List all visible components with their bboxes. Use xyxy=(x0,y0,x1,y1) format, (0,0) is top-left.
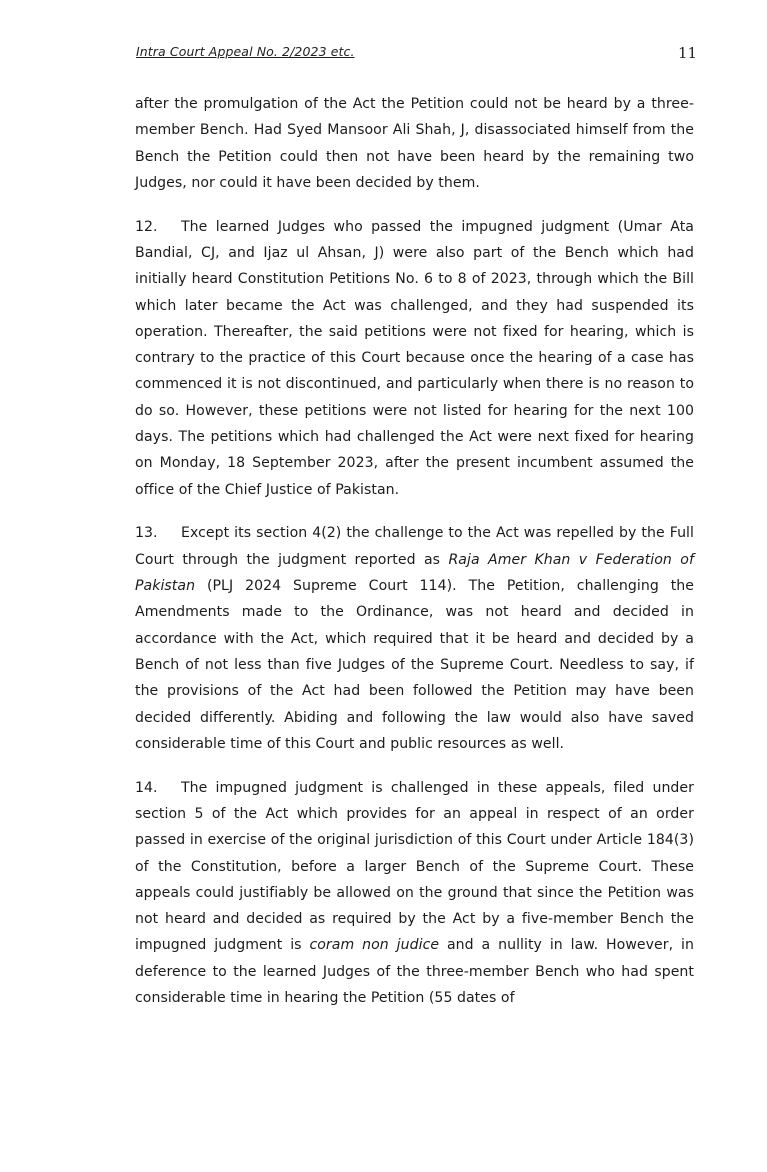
case-citation: Raja Amer Khan v Federation of Pakistan xyxy=(135,551,694,595)
paragraph-text: (PLJ 2024 Supreme Court 114). The Petition, challenging the Amendments made to the Ordinance, was not heard and decided in accordance with the Act, which required that it be heard and decided by a Bench of not less than five Judges of the Supreme Court. Needless to say, if the provisions of the Act had been followed the Petition may have been decided differently. Abiding and following the law would also have saved considerable time of this Court and public resources as well. xyxy=(135,578,694,752)
paragraph-text: after the promulgation of the Act the Petition could not be heard by a three-member Bench. Had Syed Mansoor Ali Shah, J, disassociated himself from the Bench the Petition could then not have been heard by the remaining two Judges, nor could it have been decided by them. xyxy=(135,96,694,191)
paragraph-text: The learned Judges who passed the impugned judgment (Umar Ata Bandial, CJ, and Ijaz ul Ahsan, J) were also part of the Bench which had initially heard Constitution Petitions No. 6 to 8 of 2023, through which the Bill which later became the Act was challenged, and they had suspended its operation. Thereafter, the said petitions were not fixed for hearing, which is contrary to the practice of this Court because once the hearing of a case has commenced it is not discontinued, and particularly when there is no reason to do so. However, these petitions were not listed for hearing for the next 100 days. The petitions which had challenged the Act were next fixed for hearing on Monday, 18 September 2023, after the present incumbent assumed the office of the Chief Justice of Pakistan. xyxy=(135,218,694,498)
paragraph-number: 14. xyxy=(135,779,158,796)
paragraph-12 xyxy=(135,214,694,503)
paragraph-number: 13. xyxy=(135,525,158,542)
paragraph-13 xyxy=(135,520,694,757)
page-number: 11 xyxy=(678,44,698,62)
paragraph-text: Except its section 4(2) the challenge to the Act was repelled by the Full Court through the judgment reported as xyxy=(135,525,694,568)
paragraph-text: and a nullity in law. However, in deference to the learned Judges of the three-member Bench who had spent considerable time in hearing the Petition (55 dates of xyxy=(135,937,694,1006)
case-reference-header: Intra Court Appeal No. 2/2023 etc. xyxy=(136,44,355,59)
paragraph-number: 12. xyxy=(135,218,158,235)
judgment-body xyxy=(135,91,694,1029)
paragraph-14 xyxy=(135,775,694,1012)
latin-phrase: coram non judice xyxy=(309,937,440,954)
paragraph-continuation xyxy=(135,91,694,196)
paragraph-text: The impugned judgment is challenged in these appeals, filed under section 5 of the Act which provides for an appeal in respect of an order passed in exercise of the original jurisdiction of this Court under Article 184(3) of the Constitution, before a larger Bench of the Supreme Court. These appeals could justifiably be allowed on the ground that since the Petition was not heard and decided as required by the Act by a five-member Bench the impugned judgment is xyxy=(135,779,694,954)
